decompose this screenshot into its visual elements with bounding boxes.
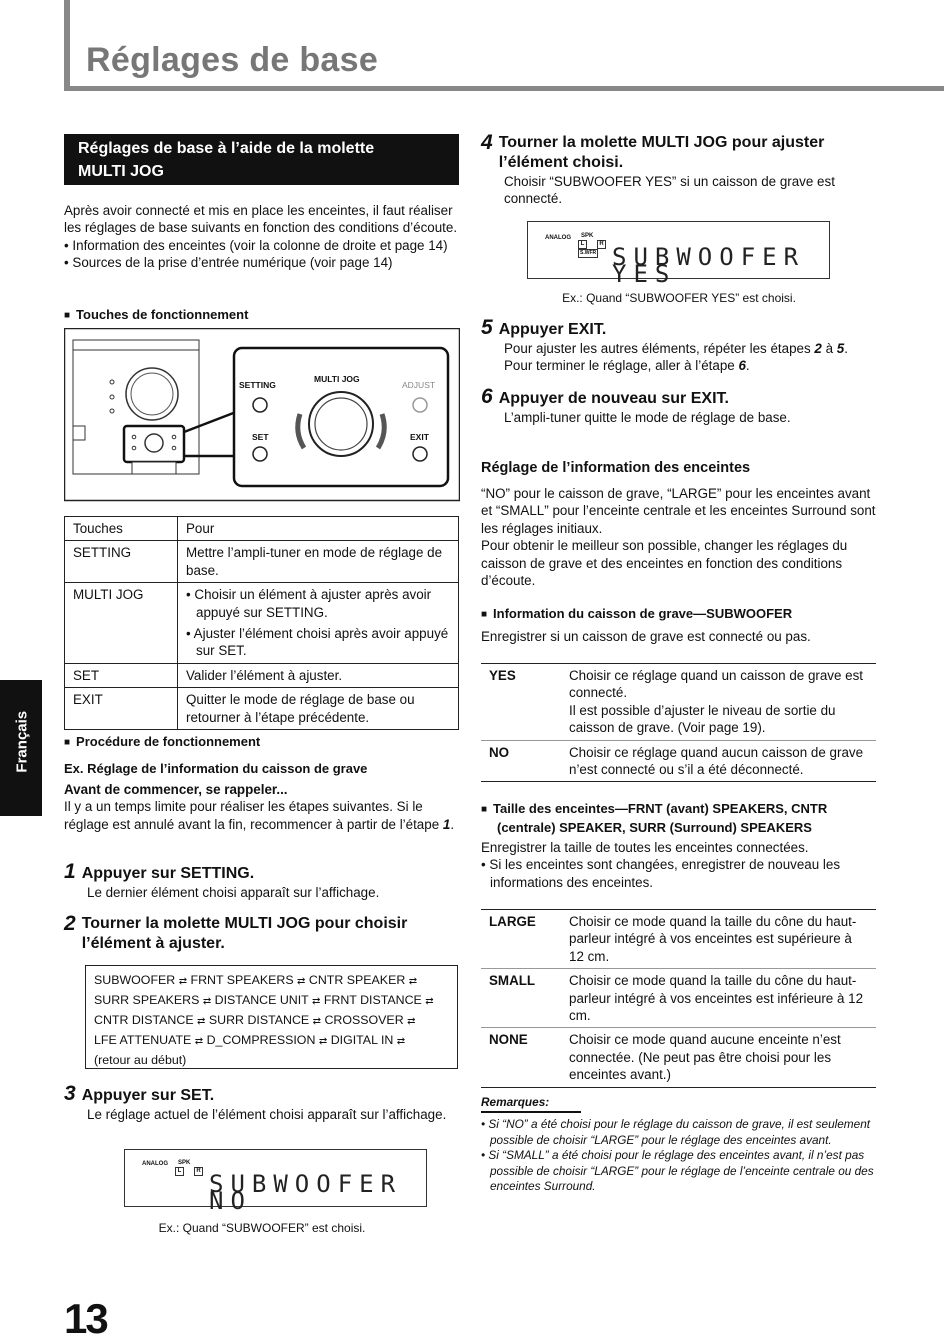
intro-block — [64, 202, 460, 272]
swap-arrow-icon: ⇄ — [318, 1036, 328, 1047]
table-cell-key: SET — [65, 663, 178, 687]
step-1 — [64, 862, 460, 901]
section-heading-line1: Réglages de base à l’aide de la molette — [78, 140, 375, 157]
remarks-underline — [481, 1111, 581, 1113]
table-row — [481, 740, 876, 782]
sequence-item: FRNT SPEAKERS — [190, 973, 294, 987]
display-subwoofer-indicator: S.WFR — [580, 250, 597, 256]
step-3 — [64, 1084, 460, 1123]
subwoofer-intro: Enregistrer si un caisson de grave est connecté ou pas. — [481, 629, 811, 644]
step-title-text: Tourner la molette MULTI JOG pour choisir l’élément à ajuster. — [81, 915, 408, 952]
table-cell-key: SETTING — [65, 541, 178, 583]
table-cell-key: EXIT — [65, 688, 178, 730]
option-key: SMALL — [481, 969, 561, 1028]
step-title-text: Appuyer de nouveau sur EXIT. — [498, 390, 729, 407]
sequence-item: DIGITAL IN — [330, 1033, 394, 1047]
before-text-part: . — [450, 816, 455, 832]
step-ref: 2 — [814, 341, 822, 356]
before-text-part: Il y a un temps limite pour réaliser les étapes suivantes. Si le réglage est annulé avant la fin, recommencer à partir de l’étape — [64, 799, 443, 832]
step-body-part: . — [844, 341, 848, 356]
remarks-heading: Remarques: — [481, 1095, 550, 1109]
sequence-item: DISTANCE UNIT — [214, 993, 309, 1007]
step-ref: 1 — [442, 816, 451, 832]
step-number: 6 — [481, 385, 493, 408]
table-row — [481, 664, 876, 741]
page-number: 13 — [64, 1295, 107, 1342]
step-number: 5 — [481, 316, 493, 339]
speaker-info-heading: Réglage de l’information des enceintes — [481, 460, 751, 476]
table-header-row — [65, 517, 459, 541]
step-title-text: Appuyer sur SET. — [81, 1087, 215, 1104]
page-title: Réglages de base — [86, 41, 379, 79]
controls-illustration — [64, 328, 460, 502]
display-left-indicator: L — [175, 1167, 184, 1176]
setting-label: SETTING — [239, 380, 276, 390]
exit-label: EXIT — [410, 432, 429, 442]
speaker-info-paragraph: Pour obtenir le meilleur son possible, changer les réglages du caisson de grave et des enceintes en fonction des conditions d’écoute. — [481, 538, 848, 589]
option-desc-line: Il est possible d’ajuster le niveau de sortie du caisson de grave. (Voir page 19). — [569, 702, 836, 736]
step-body-part: à — [821, 341, 837, 356]
step-6 — [481, 387, 881, 426]
sizes-heading-line: ■ Taille des enceintes—FRNT (avant) SPEAKERS, CNTR — [481, 800, 881, 819]
speaker-info-text — [481, 485, 881, 589]
step-number: 3 — [64, 1082, 76, 1105]
table-cell-desc: Valider l’élément à ajuster. — [178, 663, 459, 687]
step-body: L’ampli-tuner quitte le mode de réglage de base. — [504, 410, 791, 425]
sequence-item: SURR DISTANCE — [208, 1013, 310, 1027]
sequence-line — [94, 1011, 449, 1031]
table-row — [65, 663, 459, 687]
sequence-item: CNTR DISTANCE — [94, 1013, 194, 1027]
sizes-intro-text: • Si les enceintes sont changées, enregistrer de nouveau les informations des enceintes. — [481, 857, 841, 890]
table-row — [481, 910, 876, 969]
table-header: Touches — [65, 517, 178, 541]
option-desc: Choisir ce mode quand la taille du cône du haut-parleur intégré à vos enceintes est supérieure à 12 cm. — [561, 910, 876, 969]
table-cell-desc-item: • Ajuster l’élément choisi après avoir appuyé sur SET. — [186, 626, 449, 659]
step-body — [481, 340, 881, 357]
step-title-text: Appuyer EXIT. — [498, 321, 607, 338]
table-row — [65, 688, 459, 730]
table-cell-desc-item: • Choisir un élément à ajuster après avoir appuyé sur SETTING. — [186, 587, 432, 620]
table-cell-key: MULTI JOG — [65, 583, 178, 664]
multi-jog-label: MULTI JOG — [314, 374, 360, 384]
step-title-text: Tourner la molette MULTI JOG pour ajuster l’élément choisi. — [498, 134, 825, 171]
procedure-heading: ■ Procédure de fonctionnement — [64, 733, 260, 752]
sequence-line — [94, 971, 449, 991]
display-caption: Ex.: Quand “SUBWOOFER YES” est choisi. — [562, 291, 796, 305]
display-text: SUBWOOFER YES — [612, 243, 806, 289]
step-number: 2 — [64, 912, 76, 935]
step-body-part: Pour terminer le réglage, aller à l’étape — [504, 358, 739, 374]
option-desc: Choisir ce mode quand la taille du cône du haut-parleur intégré à vos enceintes est inférieure à 12 cm. — [561, 969, 876, 1028]
sequence-item: D_COMPRESSION — [206, 1033, 316, 1047]
step-number: 4 — [481, 131, 493, 154]
intro-text: Après avoir connecté et mis en place les enceintes, il faut réaliser les réglages de base suivants en fonction des conditions d’écoute. — [64, 203, 458, 236]
step-title — [481, 318, 881, 340]
intro-item: • Information des enceintes (voir la colonne de droite et page 14) — [64, 237, 448, 253]
option-key: YES — [481, 664, 561, 741]
display-caption: Ex.: Quand “SUBWOOFER” est choisi. — [158, 1221, 366, 1235]
table-cell-desc: Mettre l’ampli-tuner en mode de réglage de base. — [178, 541, 459, 583]
sizes-heading — [481, 800, 881, 837]
before-block — [64, 781, 460, 833]
swap-arrow-icon: ⇄ — [408, 976, 418, 987]
option-desc — [561, 664, 876, 741]
step-ref: 6 — [738, 358, 746, 374]
table-cell-desc — [178, 583, 459, 664]
display-text: SUBWOOFER NO — [209, 1170, 403, 1216]
table-row — [481, 969, 876, 1028]
table-header: Pour — [178, 517, 459, 541]
display-subwoofer-no — [124, 1149, 427, 1216]
step-body: Le réglage actuel de l’élément choisi apparaît sur l’affichage. — [87, 1107, 447, 1122]
sequence-item: SUBWOOFER — [94, 973, 176, 987]
sequence-line — [94, 991, 449, 1011]
display-right-indicator: R — [194, 1167, 203, 1176]
controls-heading: ■ Touches de fonctionnement — [64, 306, 248, 325]
table-row — [481, 1028, 876, 1087]
swap-arrow-icon: ⇄ — [178, 976, 188, 987]
table-cell-desc: Quitter le mode de réglage de base ou retourner à l’étape précédente. — [178, 688, 459, 730]
step-4 — [481, 133, 881, 208]
section-heading — [64, 134, 459, 185]
step-body: Le dernier élément choisi apparaît sur l’affichage. — [87, 885, 380, 900]
option-key: NONE — [481, 1028, 561, 1087]
touches-table — [64, 516, 459, 730]
swap-arrow-icon: ⇄ — [312, 1016, 322, 1027]
display-analog-indicator: ANALOG — [545, 235, 571, 241]
sequence-item: CROSSOVER — [324, 1013, 404, 1027]
step-5 — [481, 318, 881, 375]
before-text — [64, 798, 460, 833]
remark-item: • Si “NO” a été choisi pour le réglage du caisson de grave, il est seulement possible de choisir “LARGE” pour le réglage des enceintes avant. — [481, 1117, 871, 1147]
display-subwoofer-yes — [527, 221, 830, 289]
option-key: NO — [481, 740, 561, 782]
remarks-list — [481, 1117, 877, 1195]
subwoofer-heading: ■ Information du caisson de grave—SUBWOOFER — [481, 605, 792, 624]
option-desc: Choisir ce mode quand aucune enceinte n’est connectée. (Ne peut pas être choisi pour les enceintes avant.) — [561, 1028, 876, 1087]
subwoofer-table — [481, 663, 876, 782]
display-left-indicator: L — [578, 240, 587, 249]
set-label: SET — [252, 432, 269, 442]
step-body-part: . — [745, 358, 750, 374]
step-title — [64, 1084, 460, 1106]
adjust-label: ADJUST — [402, 380, 436, 390]
option-key: LARGE — [481, 910, 561, 969]
step-title — [481, 133, 881, 173]
display-right-indicator: R — [597, 240, 606, 249]
swap-arrow-icon: ⇄ — [194, 1036, 204, 1047]
sequence-item: SURR SPEAKERS — [94, 993, 200, 1007]
swap-arrow-icon: ⇄ — [197, 1016, 206, 1027]
intro-item: • Sources de la prise d’entrée numérique (voir page 14) — [64, 255, 393, 271]
table-row — [65, 583, 459, 664]
option-desc: Choisir ce réglage quand aucun caisson de grave n’est connecté ou s’il a été déconnecté. — [561, 740, 876, 782]
sizes-table — [481, 909, 876, 1088]
step-body — [481, 357, 881, 374]
procedure-example: Ex. Réglage de l’information du caisson de grave — [64, 761, 368, 776]
before-heading: Avant de commencer, se rappeler... — [64, 782, 288, 797]
title-rule — [64, 86, 944, 91]
step-title — [64, 914, 460, 954]
sequence-item: LFE ATTENUATE — [94, 1033, 192, 1047]
option-desc-line: Choisir ce réglage quand un caisson de grave est connecté. — [569, 668, 864, 701]
section-heading-line2: MULTI JOG — [78, 163, 164, 180]
display-analog-indicator: ANALOG — [142, 1161, 168, 1167]
step-title — [481, 387, 881, 409]
step-body: Choisir “SUBWOOFER YES” si un caisson de grave est connecté. — [504, 174, 835, 207]
swap-arrow-icon: ⇄ — [202, 996, 212, 1007]
sequence-item: FRNT DISTANCE — [323, 993, 422, 1007]
step-title — [64, 862, 460, 884]
step-number: 1 — [64, 860, 76, 883]
swap-arrow-icon: ⇄ — [311, 996, 321, 1007]
speaker-info-paragraph: “NO” pour le caisson de grave, “LARGE” pour les enceintes avant et “SMALL” pour l’enceinte centrale et les enceintes Surround sont les réglages initiaux. — [481, 486, 876, 536]
swap-arrow-icon: ⇄ — [396, 1036, 406, 1047]
item-sequence — [85, 965, 458, 1069]
step-2 — [64, 914, 460, 954]
swap-arrow-icon: ⇄ — [297, 976, 306, 987]
sequence-item: CNTR SPEAKER — [308, 973, 406, 987]
sequence-end: (retour au début) — [94, 1053, 187, 1067]
step-title-text: Appuyer sur SETTING. — [81, 865, 255, 882]
step-body-part: Pour ajuster les autres éléments, répéter les étapes — [504, 341, 815, 356]
sizes-heading-line: (centrale) SPEAKER, SURR (Surround) SPEAKERS — [497, 820, 812, 836]
sequence-line — [94, 1031, 449, 1051]
table-row — [65, 541, 459, 583]
display-spk-indicator: SPK — [178, 1160, 191, 1166]
swap-arrow-icon: ⇄ — [407, 1016, 416, 1027]
sizes-intro-text: Enregistrer la taille de toutes les enceintes connectées. — [481, 840, 809, 855]
display-spk-indicator: SPK — [581, 233, 594, 239]
sizes-intro — [481, 839, 881, 891]
step-ref: 5 — [836, 341, 845, 356]
remark-item: • Si “SMALL” a été choisi pour le réglage des enceintes avant, il n’est pas possible de choisir “LARGE” pour le réglage de l’enceinte centrale ou des enceintes Surround. — [481, 1148, 874, 1194]
title-bar-vertical — [64, 0, 70, 90]
swap-arrow-icon: ⇄ — [425, 996, 434, 1007]
language-tab-label: Français — [13, 710, 31, 773]
